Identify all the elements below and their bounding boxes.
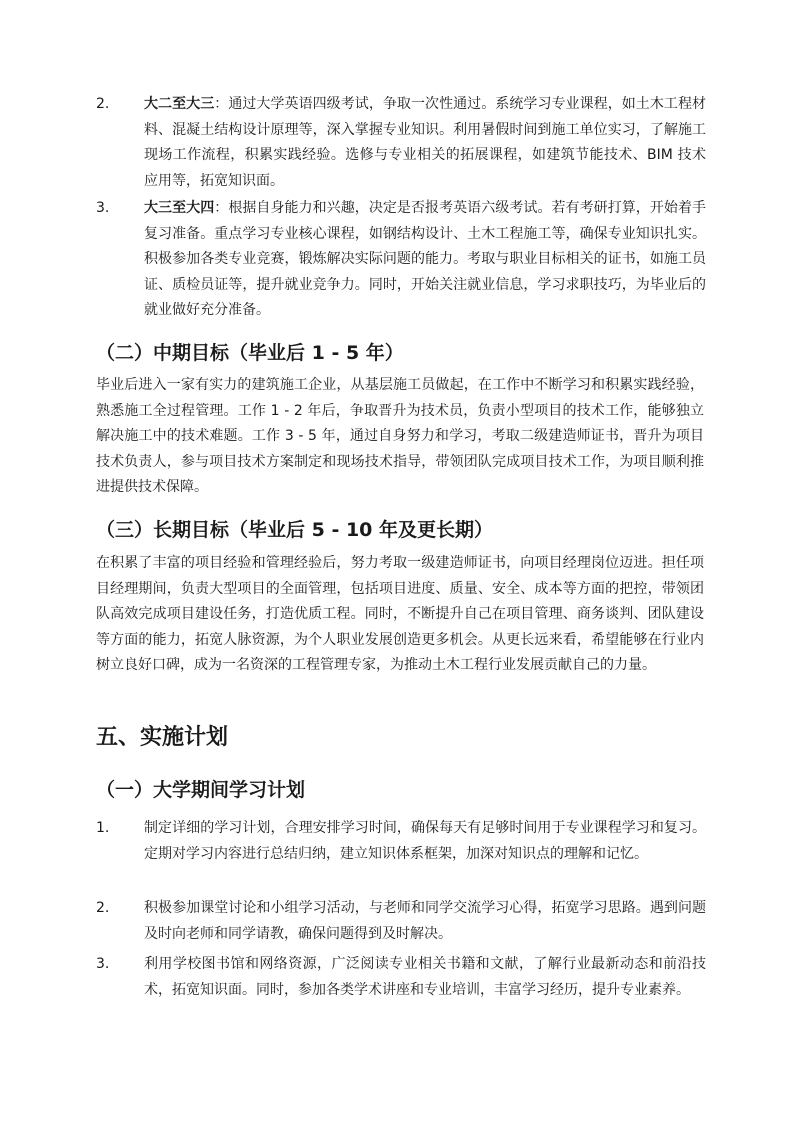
list-number: 3. bbox=[96, 200, 110, 216]
study-plan-item-1 bbox=[96, 816, 706, 867]
list-item-lead: 大二至大三 bbox=[144, 96, 215, 112]
study-plan-item-3 bbox=[96, 952, 706, 1003]
list-item-text: ：根据自身能力和兴趣，决定是否报考英语六级考试。若有考研打算，开始着手复习准备。重点学习专业核心课程，如钢结构设计、土木工程施工等，确保专业知识扎实。积极参加各类专业竞赛，锻炼解决实际问题的能力。考取与职业目标相关的证书，如施工员证、质检员证等，提升就业竞争力。同时，开始关注就业信息，学习求职技巧，为毕业后的就业做好充分准备。 bbox=[144, 200, 707, 318]
study-plan-heading: （一）大学期间学习计划 bbox=[96, 779, 306, 801]
long-goal-paragraph: 在积累了丰富的项目经验和管理经验后，努力考取一级建造师证书，向项目经理岗位迈进。担任项目经理期间，负责大型项目的全面管理，包括项目进度、质量、安全、成本等方面的把控，带领团队高效完成项目建设任务，打造优质工程。同时，不断提升自己在项目管理、商务谈判、团队建设等方面的能力，拓宽人脉资源，为个人职业发展创造更多机会。从更长远来看，希望能够在行业内树立良好口碑，成为一名资深的工程管理专家，为推动土木工程行业发展贡献自己的力量。 bbox=[96, 555, 704, 673]
list-item-body bbox=[144, 196, 706, 324]
list-item-body bbox=[144, 92, 706, 194]
long-goal-heading: （三）长期目标（毕业后 5 - 10 年及更长期） bbox=[96, 519, 494, 541]
list-item-text: 制定详细的学习计划，合理安排学习时间，确保每天有足够时间用于专业课程学习和复习。定期对学习内容进行总结归纳，建立知识体系框架，加深对知识点的理解和记忆。 bbox=[144, 820, 706, 862]
mid-goal-paragraph: 毕业后进入一家有实力的建筑施工企业，从基层施工员做起，在工作中不断学习和积累实践经验，熟悉施工全过程管理。工作 1 - 2 年后，争取晋升为技术员，负责小型项目的技术工作，能够独立解决施工中的技术难题。工作 3 - 5 年，通过自身努力和学习，考取二级建造师证书，晋升为项目技术负责人，参与项目技术方案制定和现场技术指导，带领团队完成项目技术工作，为项目顺利推进提供技术保障。 bbox=[96, 377, 704, 495]
list-item-lead: 大三至大四 bbox=[144, 200, 215, 216]
list-number: 3. bbox=[96, 956, 110, 972]
list-number: 2. bbox=[96, 900, 110, 916]
list-item-text: 积极参加课堂讨论和小组学习活动，与老师和同学交流学习心得，拓宽学习思路。遇到问题及时向老师和同学请教，确保问题得到及时解决。 bbox=[144, 900, 706, 942]
list-item-text: 利用学校图书馆和网络资源，广泛阅读专业相关书籍和文献，了解行业最新动态和前沿技术，拓宽知识面。同时，参加各类学术讲座和专业培训，丰富学习经历，提升专业素养。 bbox=[144, 956, 706, 998]
study-plan-item-2 bbox=[96, 896, 706, 947]
section5-heading: 五、实施计划 bbox=[96, 725, 229, 750]
list-item-text: ：通过大学英语四级考试，争取一次性通过。系统学习专业课程，如土木工程材料、混凝土结构设计原理等，深入掌握专业知识。利用暑假时间到施工单位实习，了解施工现场工作流程，积累实践经验。选修与专业相关的拓展课程，如建筑节能技术、BIM 技术应用等，拓宽知识面。 bbox=[144, 96, 707, 189]
mid-goal-heading: （二）中期目标（毕业后 1 - 5 年） bbox=[96, 342, 404, 364]
list-number: 2. bbox=[96, 96, 110, 112]
list-item-year2-3 bbox=[96, 92, 706, 194]
list-item-year3-4 bbox=[96, 196, 706, 324]
list-number: 1. bbox=[96, 820, 110, 836]
